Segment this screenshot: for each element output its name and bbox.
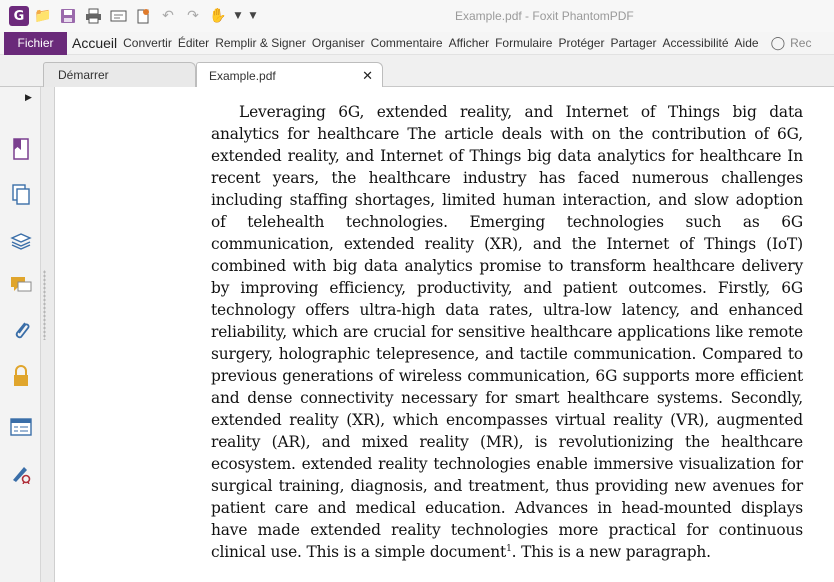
page-content	[211, 101, 803, 563]
navigation-panel	[0, 87, 41, 582]
tab-convertir[interactable]: Convertir	[123, 36, 172, 50]
undo-icon[interactable]: ↶	[162, 8, 174, 24]
window-title: Example.pdf - Foxit PhantomPDF	[455, 9, 634, 23]
tell-me-label: Rec	[790, 36, 812, 50]
tab-commentaire[interactable]: Commentaire	[370, 36, 443, 50]
close-tab-icon[interactable]: ✕	[362, 68, 373, 83]
layers-icon[interactable]	[9, 228, 33, 252]
page-thumbnails-icon[interactable]	[9, 183, 33, 207]
footnote-marker[interactable]: 1	[506, 543, 512, 554]
bookmarks-icon[interactable]	[9, 137, 33, 161]
comments-icon[interactable]	[9, 273, 33, 297]
content-panel-icon[interactable]	[9, 415, 33, 439]
document-body-text: Leveraging 6G, extended reality, and Internet of Things big data analytics for healthcare The article deals with on the contribution of 6G, extended reality, and Internet of Things big data analytics for healthcare In recent years, the healthcare industry has faced numerous challenges including staffing shortages, limited human interaction, and slow adoption of telehealth technologies. Emerging technologies such as 6G communication, extended reality (XR), and the Internet of Things (IoT) combined with big data analytics promise to transform healthcare delivery by improving efficiency, productivity, and patient outcomes. Firstly, 6G technology offers ultra-high data rates, ultra-low latency, and enhanced reliability, which are crucial for sensitive healthcare applications like remote surgery, holographic telepresence, and tactile communication. Compared to previous generations of wireless communication, 6G supports more efficient and dense connectivity necessary for smart healthcare systems. Secondly, extended reality (XR), which encompasses virtual reality (VR), augmented reality (AR), and mixed reality (MR), is revolutionizing the healthcare ecosystem. extended reality technologies enable immersive visualization for surgical training, diagnosis, and treatment, thus providing new avenues for patient care and medical education. Advances in head-mounted displays have made extended reality technologies more practical for continuous clinical use. This is a simple document	[211, 103, 803, 561]
document-view[interactable]	[55, 87, 834, 582]
expand-panel-icon[interactable]: ▶	[25, 93, 32, 103]
tab-proteger[interactable]: Protéger	[558, 36, 605, 50]
lightbulb-icon: ◯	[770, 35, 786, 50]
new-document-icon[interactable]	[132, 5, 154, 27]
customize-toolbar-icon[interactable]: ▼	[249, 11, 257, 21]
ribbon-menu-bar	[0, 32, 834, 55]
document-tabs-bar	[0, 55, 834, 87]
open-folder-icon[interactable]: 📁	[34, 8, 52, 24]
tab-formulaire[interactable]: Formulaire	[495, 36, 553, 50]
hand-tool-dropdown-icon[interactable]: ▼	[234, 11, 242, 21]
tab-example-pdf[interactable]	[196, 62, 383, 88]
security-lock-icon[interactable]	[9, 364, 33, 388]
tab-afficher[interactable]: Afficher	[448, 36, 490, 50]
app-logo-icon[interactable]: G	[9, 6, 29, 26]
tab-accessibilite[interactable]: Accessibilité	[662, 36, 729, 50]
ribbon-tabs	[67, 35, 759, 51]
file-menu-button[interactable]: Fichier	[4, 32, 67, 55]
hand-tool-icon[interactable]: ✋	[209, 8, 227, 24]
tell-me-search[interactable]	[771, 35, 812, 51]
tab-aide[interactable]: Aide	[734, 36, 759, 50]
signatures-icon[interactable]	[9, 461, 33, 485]
tab-doc-label: Example.pdf	[209, 68, 276, 83]
tab-start[interactable]	[43, 62, 196, 87]
attachments-icon[interactable]	[9, 318, 33, 342]
scan-icon[interactable]	[107, 5, 129, 27]
tab-editer[interactable]: Éditer	[177, 36, 210, 50]
tab-accueil[interactable]: Accueil	[72, 35, 118, 51]
document-tail-text: . This is a new paragraph.	[511, 543, 711, 561]
tab-organiser[interactable]: Organiser	[311, 36, 365, 50]
title-bar	[0, 0, 834, 32]
tab-remplir-signer[interactable]: Remplir & Signer	[215, 36, 306, 50]
tab-start-label: Démarrer	[58, 68, 109, 82]
tab-partager[interactable]: Partager	[610, 36, 657, 50]
print-icon[interactable]	[82, 5, 104, 27]
redo-icon[interactable]: ↷	[187, 8, 199, 24]
save-icon[interactable]	[57, 5, 79, 27]
splitter-grip[interactable]	[43, 270, 46, 340]
